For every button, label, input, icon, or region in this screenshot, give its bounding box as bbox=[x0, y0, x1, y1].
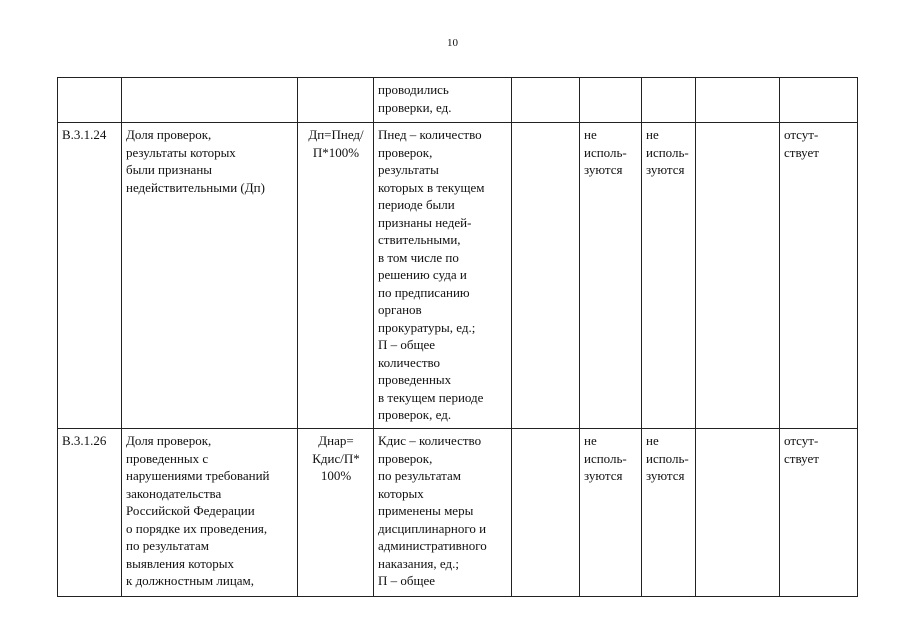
usage-cell bbox=[642, 429, 696, 597]
text-line: выявления которых bbox=[126, 555, 234, 571]
empty-cell bbox=[696, 429, 780, 597]
indicator-cell bbox=[374, 123, 512, 429]
text-line: результаты которых bbox=[126, 144, 236, 160]
text-line: в том числе по bbox=[378, 249, 459, 265]
text-line: не bbox=[646, 127, 659, 142]
name-cell bbox=[122, 429, 298, 597]
text-line: 100% bbox=[320, 468, 352, 483]
text-line: результаты bbox=[378, 162, 439, 177]
status-cell bbox=[780, 123, 858, 429]
table-row bbox=[58, 429, 858, 597]
formula-cell bbox=[298, 429, 374, 597]
empty-cell bbox=[696, 123, 780, 429]
text-line: Дп=Пнед/ bbox=[308, 127, 364, 142]
empty-cell bbox=[580, 78, 642, 123]
text-line: количество bbox=[378, 354, 441, 370]
empty-cell bbox=[780, 78, 858, 123]
page-number: 10 bbox=[447, 37, 458, 49]
text-line: периоде были bbox=[378, 197, 455, 212]
text-line: которых bbox=[378, 485, 424, 501]
text-line: в текущем периоде bbox=[378, 389, 484, 405]
status-cell bbox=[780, 429, 858, 597]
text-line: Российской Федерации bbox=[126, 503, 255, 518]
text-line: отсут- bbox=[784, 433, 819, 448]
text-line: зуются bbox=[646, 468, 685, 483]
text-line: Кдис/П* bbox=[312, 450, 360, 466]
text-line: Днар= bbox=[318, 433, 354, 448]
text-line: прокуратуры, ед.; bbox=[378, 319, 476, 335]
text-line: признаны недей- bbox=[378, 214, 472, 230]
text-line: не bbox=[646, 433, 659, 448]
indicator-table bbox=[57, 77, 858, 597]
empty-cell bbox=[642, 78, 696, 123]
usage-cell bbox=[580, 123, 642, 429]
code-cell bbox=[58, 123, 122, 429]
text-line: проводились bbox=[378, 82, 449, 97]
code-cell bbox=[58, 429, 122, 597]
text-line: были признаны bbox=[126, 162, 213, 177]
text-line: проверки, ед. bbox=[378, 99, 452, 115]
text-line: П*100% bbox=[312, 144, 360, 160]
formula-cell bbox=[298, 123, 374, 429]
text-line: П – общее bbox=[378, 337, 436, 352]
text-line: П – общее bbox=[378, 573, 436, 588]
usage-cell bbox=[580, 429, 642, 597]
text-line: исполь- bbox=[584, 144, 627, 160]
text-line: законодательства bbox=[126, 485, 222, 501]
usage-cell bbox=[642, 123, 696, 429]
row-code: В.3.1.24 bbox=[62, 127, 107, 142]
text-line: Доля проверок, bbox=[126, 127, 212, 142]
text-line: о порядке их проведения, bbox=[126, 520, 268, 536]
formula-cell bbox=[298, 78, 374, 123]
text-line: по результатам bbox=[126, 538, 209, 553]
text-line: Доля проверок, bbox=[126, 433, 212, 448]
empty-cell bbox=[512, 78, 580, 123]
text-line: Кдис – количество bbox=[378, 433, 482, 448]
text-line: ствительными, bbox=[378, 232, 461, 247]
text-line: по предписанию bbox=[378, 284, 470, 300]
table-row bbox=[58, 78, 858, 123]
text-line: исполь- bbox=[584, 450, 627, 466]
text-line: проверок, bbox=[378, 450, 433, 466]
text-line: зуются bbox=[584, 162, 623, 177]
text-line: ствует bbox=[784, 450, 819, 466]
text-line: административного bbox=[378, 538, 487, 553]
empty-cell bbox=[512, 429, 580, 597]
code-cell bbox=[58, 78, 122, 123]
text-line: недействительными (Дп) bbox=[126, 179, 265, 195]
text-line: проведенных с bbox=[126, 450, 209, 466]
text-line: зуются bbox=[646, 162, 685, 177]
text-line: ствует bbox=[784, 144, 819, 160]
text-line: решению суда и bbox=[378, 267, 467, 282]
text-line: дисциплинарного и bbox=[378, 520, 487, 536]
name-cell bbox=[122, 78, 298, 123]
text-line: проверок, bbox=[378, 144, 433, 160]
text-line: исполь- bbox=[646, 450, 689, 466]
text-line: отсут- bbox=[784, 127, 819, 142]
indicator-cell bbox=[374, 429, 512, 597]
empty-cell bbox=[696, 78, 780, 123]
text-line: исполь- bbox=[646, 144, 689, 160]
text-line: нарушениями требований bbox=[126, 468, 270, 483]
text-line: проведенных bbox=[378, 372, 452, 387]
empty-cell bbox=[512, 123, 580, 429]
row-code: В.3.1.26 bbox=[62, 433, 107, 448]
text-line: не bbox=[584, 433, 597, 448]
text-line: не bbox=[584, 127, 597, 142]
name-cell bbox=[122, 123, 298, 429]
text-line: проверок, ед. bbox=[378, 407, 452, 422]
text-line: органов bbox=[378, 302, 422, 317]
text-line: Пнед – количество bbox=[378, 127, 482, 142]
text-line: к должностным лицам, bbox=[126, 573, 255, 588]
text-line: наказания, ед.; bbox=[378, 555, 459, 571]
text-line: зуются bbox=[584, 468, 623, 483]
text-line: по результатам bbox=[378, 468, 461, 483]
text-line: применены меры bbox=[378, 503, 474, 518]
indicator-cell bbox=[374, 78, 512, 123]
text-line: которых в текущем bbox=[378, 179, 485, 195]
table-row bbox=[58, 123, 858, 429]
